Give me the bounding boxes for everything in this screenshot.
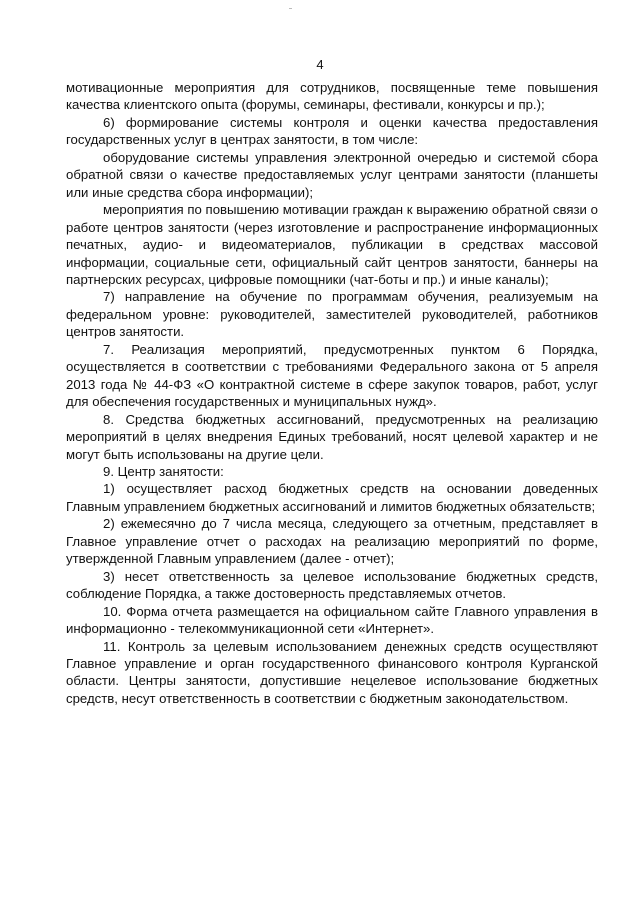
- page-number: 4: [316, 57, 324, 72]
- paragraph-motivational-events: мотивационные мероприятия для сотрудников, посвященные теме повышения качества клиентского опыта (форумы, семинары, фестивали, конкурсы и пр.);: [66, 80, 598, 113]
- paragraph-item-6: 6) формирование системы контроля и оценки качества предоставления государственных услуг в центрах занятости, в том числе:: [66, 114, 598, 148]
- paragraph-clause-9-item-3: 3) несет ответственность за целевое использование бюджетных средств, соблюдение Порядка, а также достоверность представляемых отчетов.: [66, 568, 598, 602]
- paragraph-clause-11: 11. Контроль за целевым использованием денежных средств осуществляют Главное управление и орган государственного финансового контроля Курганской области. Центры занятости, допустившие нецелевое использование бюджетных средств, несут ответственность в соответствии с бюджетным законодательством.: [66, 638, 598, 706]
- document-body: [66, 79, 598, 707]
- paragraph-clause-7: 7. Реализация мероприятий, предусмотренных пунктом 6 Порядка, осуществляется в соответствии с требованиями Федерального закона от 5 апреля 2013 года № 44-ФЗ «О контрактной системе в сфере закупок товаров, работ, услуг для обеспечения государственных и муниципальных нужд».: [66, 341, 598, 410]
- scan-mark: [289, 8, 292, 9]
- paragraph-clause-9-item-1: 1) осуществляет расход бюджетных средств на основании доведенных Главным управлением бюджетных ассигнований и лимитов бюджетных обязательств;: [66, 481, 598, 514]
- paragraph-clause-9: 9. Центр занятости:: [103, 463, 224, 479]
- paragraph-feedback-motivation: мероприятия по повышению мотивации граждан к выражению обратной связи о работе центров занятости (через изготовление и распространение информационных печатных, аудио- и видеоматериалов, публикации в средствах массовой информации, социальные сети, официальный сайт центров занятости, баннеры на партнерских ресурсах, цифровые помощники (чат-боты и пр.) и иные каналы);: [66, 202, 598, 287]
- paragraph-item-7-training: 7) направление на обучение по программам обучения, реализуемым на федеральном уровне: руководителей, заместителей руководителей, работников центров занятости.: [66, 289, 598, 340]
- paragraph-equipment: оборудование системы управления электронной очередью и системой сбора обратной связи о качестве предоставляемых услуг центрами занятости (планшеты или иные средства сбора информации);: [66, 149, 598, 200]
- paragraph-clause-8: 8. Средства бюджетных ассигнований, предусмотренных на реализацию мероприятий в целях внедрения Единых требований, носят целевой характер и не могут быть использованы на другие цели.: [66, 411, 598, 462]
- paragraph-clause-10: 10. Форма отчета размещается на официальном сайте Главного управления в информационно - телекоммуникационной сети «Интернет».: [66, 603, 598, 637]
- paragraph-clause-9-item-2: 2) ежемесячно до 7 числа месяца, следующего за отчетным, представляет в Главное управление отчет о расходах на реализацию мероприятий по форме, утвержденной Главным управлением (далее - отчет);: [66, 516, 598, 567]
